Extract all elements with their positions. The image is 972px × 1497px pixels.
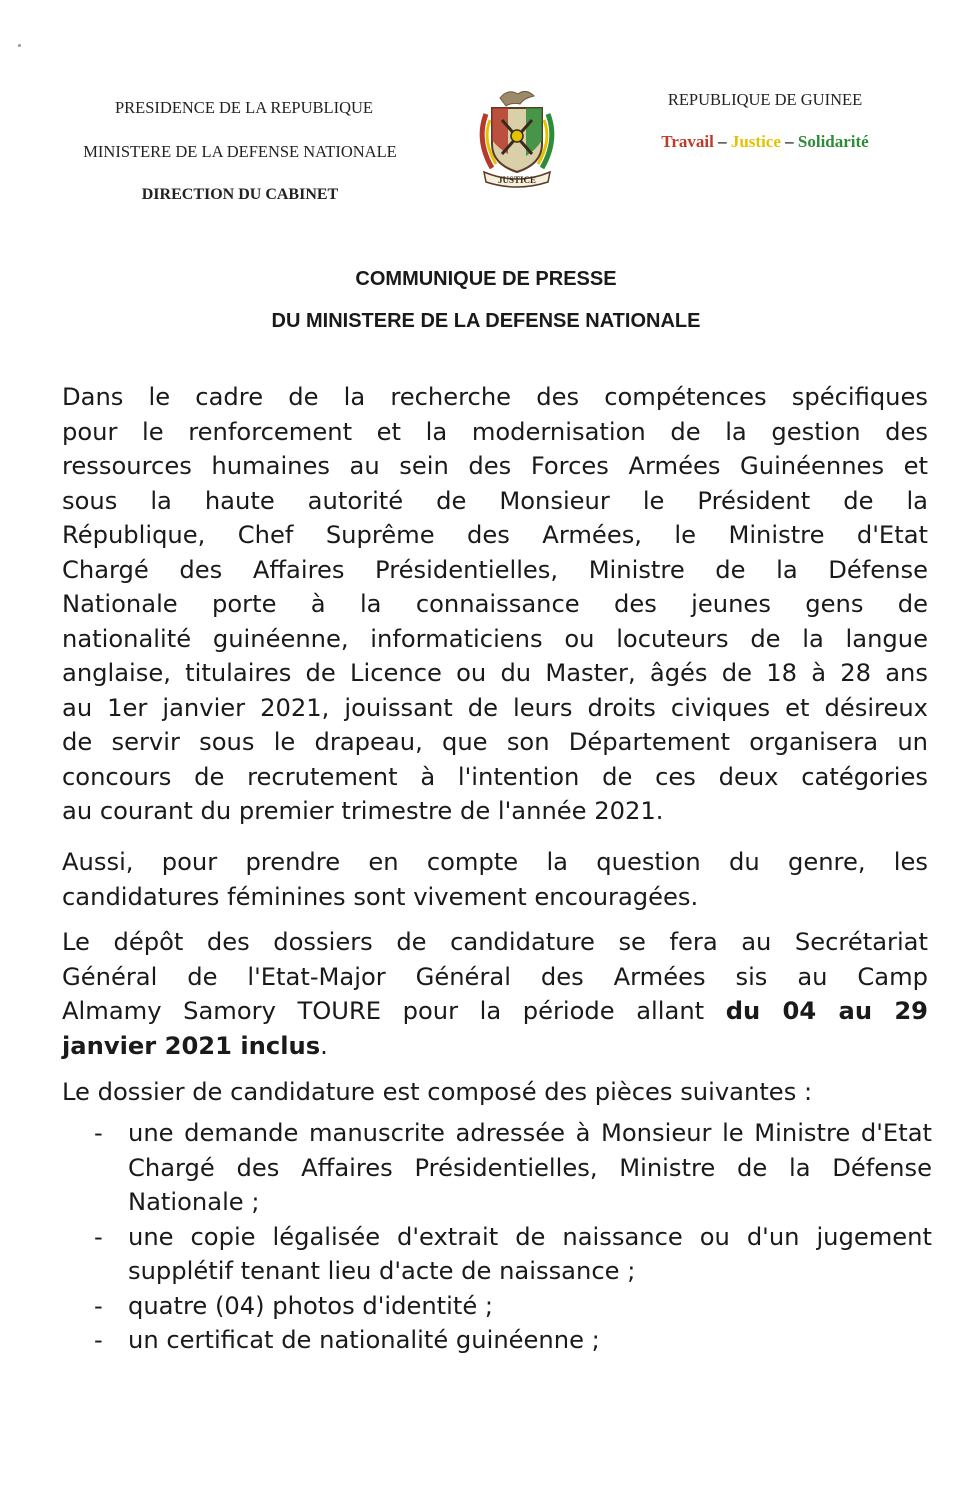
text-line <box>62 994 928 1029</box>
motto-separator: – <box>713 132 731 151</box>
deposit-period-start: du 04 au 29 <box>725 997 928 1025</box>
text-line: concours de recrutement à l'intention de ces deux catégories <box>62 762 928 791</box>
text-line: sous la haute autorité de Monsieur le Président de la <box>62 486 928 515</box>
issuer-block <box>40 98 440 204</box>
list-item: - une copie légalisée d'extrait de naissance ou d'un jugement supplétif tenant lieu d'acte de naissance ; <box>90 1220 932 1289</box>
document-subtitle: DU MINISTERE DE LA DEFENSE NATIONALE <box>271 310 701 332</box>
motto-word-solidarity: Solidarité <box>797 132 869 151</box>
text-line: République, Chef Suprême des Armées, le Ministre d'Etat <box>62 521 928 549</box>
national-motto <box>620 132 910 152</box>
motto-word-justice: Justice <box>730 132 781 151</box>
text-line: au courant du premier trimestre de l'année 2021. <box>62 797 664 825</box>
paragraph-gender <box>62 845 928 914</box>
coat-of-arms-icon <box>462 84 572 188</box>
text-line: candidatures féminines sont vivement encouragées. <box>62 882 699 911</box>
motto-word-work: Travail <box>661 132 714 151</box>
deposit-period-dot: . <box>320 1031 328 1060</box>
issuer-cabinet: DIRECTION DU CABINET <box>141 186 339 203</box>
text-line: de servir sous le drapeau, que son Département organisera un <box>62 728 928 756</box>
text-line: nationalité guinéenne, informaticiens ou locuteurs de la langue <box>62 624 928 653</box>
text-line: Nationale porte à la connaissance des jeunes gens de <box>62 590 928 618</box>
text-line <box>62 1029 928 1064</box>
text-line: pour le renforcement et la modernisation de la gestion des <box>62 417 928 446</box>
list-item: - une demande manuscrite adressée à Monsieur le Ministre d'Etat Chargé des Affaires Présidentielles, Ministre de la Défense Nationale ; <box>90 1116 932 1220</box>
issuer-presidency: PRESIDENCE DE LA REPUBLIQUE <box>114 98 374 117</box>
text-line: Le dépôt des dossiers de candidature se fera au Secrétariat <box>62 928 928 956</box>
text-line: au 1er janvier 2021, jouissant de leurs droits civiques et désireux <box>62 693 928 722</box>
list-item: - un certificat de nationalité guinéenne ; <box>90 1323 932 1358</box>
paragraph-pieces-intro <box>62 1075 928 1110</box>
emblem-banner-text: JUSTICE <box>497 175 537 185</box>
scan-speck <box>18 44 21 47</box>
document-title: COMMUNIQUE DE PRESSE <box>355 268 617 290</box>
pieces-list <box>90 1116 932 1358</box>
paragraph-recruitment <box>62 380 928 829</box>
issuer-ministry: MINISTERE DE LA DEFENSE NATIONALE <box>83 142 397 161</box>
paragraph-deposit <box>62 925 928 1063</box>
country-name: REPUBLIQUE DE GUINEE <box>667 90 863 109</box>
list-item: - quatre (04) photos d'identité ; <box>90 1289 932 1324</box>
text-line: Le dossier de candidature est composé des pièces suivantes : <box>62 1078 813 1106</box>
deposit-period-end: janvier 2021 inclus <box>62 1031 321 1060</box>
text-line: Chargé des Affaires Présidentielles, Ministre de la Défense <box>62 555 928 584</box>
text-line: anglaise, titulaires de Licence ou du Master, âgés de 18 à 28 ans <box>62 659 928 687</box>
text-line: Aussi, pour prendre en compte la question du genre, les <box>62 848 928 876</box>
country-block <box>620 90 910 152</box>
text-line: ressources humaines au sein des Forces Armées Guinéennes et <box>62 452 928 480</box>
text-line: Général de l'Etat-Major Général des Armées sis au Camp <box>62 962 928 991</box>
text-line: Dans le cadre de la recherche des compétences spécifiques <box>62 383 928 411</box>
deposit-text: Almamy Samory TOURE pour la période allant <box>62 997 726 1025</box>
motto-separator: – <box>780 132 798 151</box>
